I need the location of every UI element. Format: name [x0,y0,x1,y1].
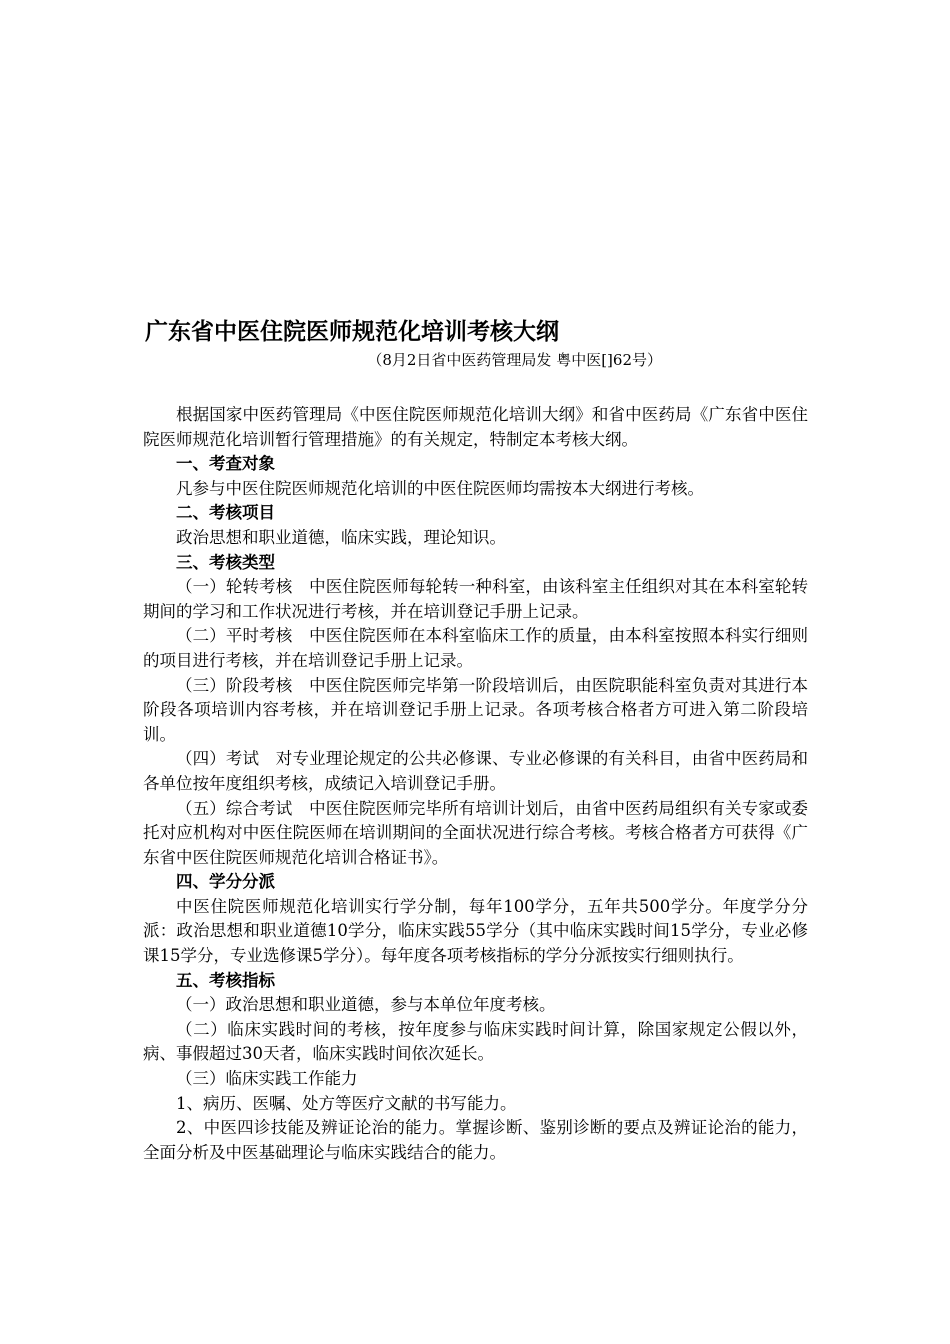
document-body [143,403,808,1165]
section-heading: 四、学分分派 [176,872,275,892]
intro-paragraph: 根据国家中医药管理局《中医住院医师规范化培训大纲》和省中医药局《广东省中医住院医师规范化培训暂行管理措施》的有关规定，特制定本考核大纲。 [143,405,808,449]
paragraph: （一）政治思想和职业道德，参与本单位年度考核。 [176,995,556,1015]
paragraph: （四）考试 对专业理论规定的公共必修课、专业必修课的有关科目，由省中医药局和各单位按年度组织考核，成绩记入培训登记手册。 [143,749,808,793]
section-heading: 二、考核项目 [176,503,275,523]
paragraph: （五）综合考试 中医住院医师完毕所有培训计划后，由省中医药局组织有关专家或委托对应机构对中医住院医师在培训期间的全面状况进行综合考核。考核合格者方可获得《广东省中医住院医师规范化培训合格证书》。 [143,798,808,867]
document-content [143,315,808,1165]
paragraph: 1、病历、医嘱、处方等医疗文献的书写能力。 [176,1093,517,1113]
document-title: 广东省中医住院医师规范化培训考核大纲 [145,319,559,345]
paragraph: （一）轮转考核 中医住院医师每轮转一种科室，由该科室主任组织对其在本科室轮转期间的学习和工作状况进行考核，并在培训登记手册上记录。 [143,577,808,621]
section-heading: 一、考查对象 [176,454,275,474]
paragraph: （三）临床实践工作能力 [176,1069,358,1089]
paragraph: 2、中医四诊技能及辨证论治的能力。掌握诊断、鉴别诊断的要点及辨证论治的能力，全面分析及中医基础理论与临床实践结合的能力。 [143,1118,808,1162]
section-heading: 五、考核指标 [176,970,275,990]
document-subtitle: （8月2日省中医药管理局发 粤中医[]62号） [367,351,662,369]
paragraph: （三）阶段考核 中医住院医师完毕第一阶段培训后，由医院职能科室负责对其进行本阶段各项培训内容考核，并在培训登记手册上记录。各项考核合格者方可进入第二阶段培训。 [143,675,808,744]
paragraph: 政治思想和职业道德，临床实践，理论知识。 [176,527,506,547]
section-heading: 三、考核类型 [176,552,275,572]
paragraph: 中医住院医师规范化培训实行学分制，每年100学分，五年共500学分。年度学分分派：政治思想和职业道德10学分，临床实践55学分（其中临床实践时间15学分，专业必修课15学分，专业选修课5学分）。每年度各项考核指标的学分分派按实行细则执行。 [143,896,808,966]
paragraph: （二）平时考核 中医住院医师在本科室临床工作的质量，由本科室按照本科实行细则的项目进行考核，并在培训登记手册上记录。 [143,626,808,670]
paragraph: （二）临床实践时间的考核，按年度参与临床实践时间计算，除国家规定公假以外，病、事假超过30天者，临床实践时间依次延长。 [143,1019,808,1064]
paragraph: 凡参与中医住院医师规范化培训的中医住院医师均需按本大纲进行考核。 [176,478,704,498]
